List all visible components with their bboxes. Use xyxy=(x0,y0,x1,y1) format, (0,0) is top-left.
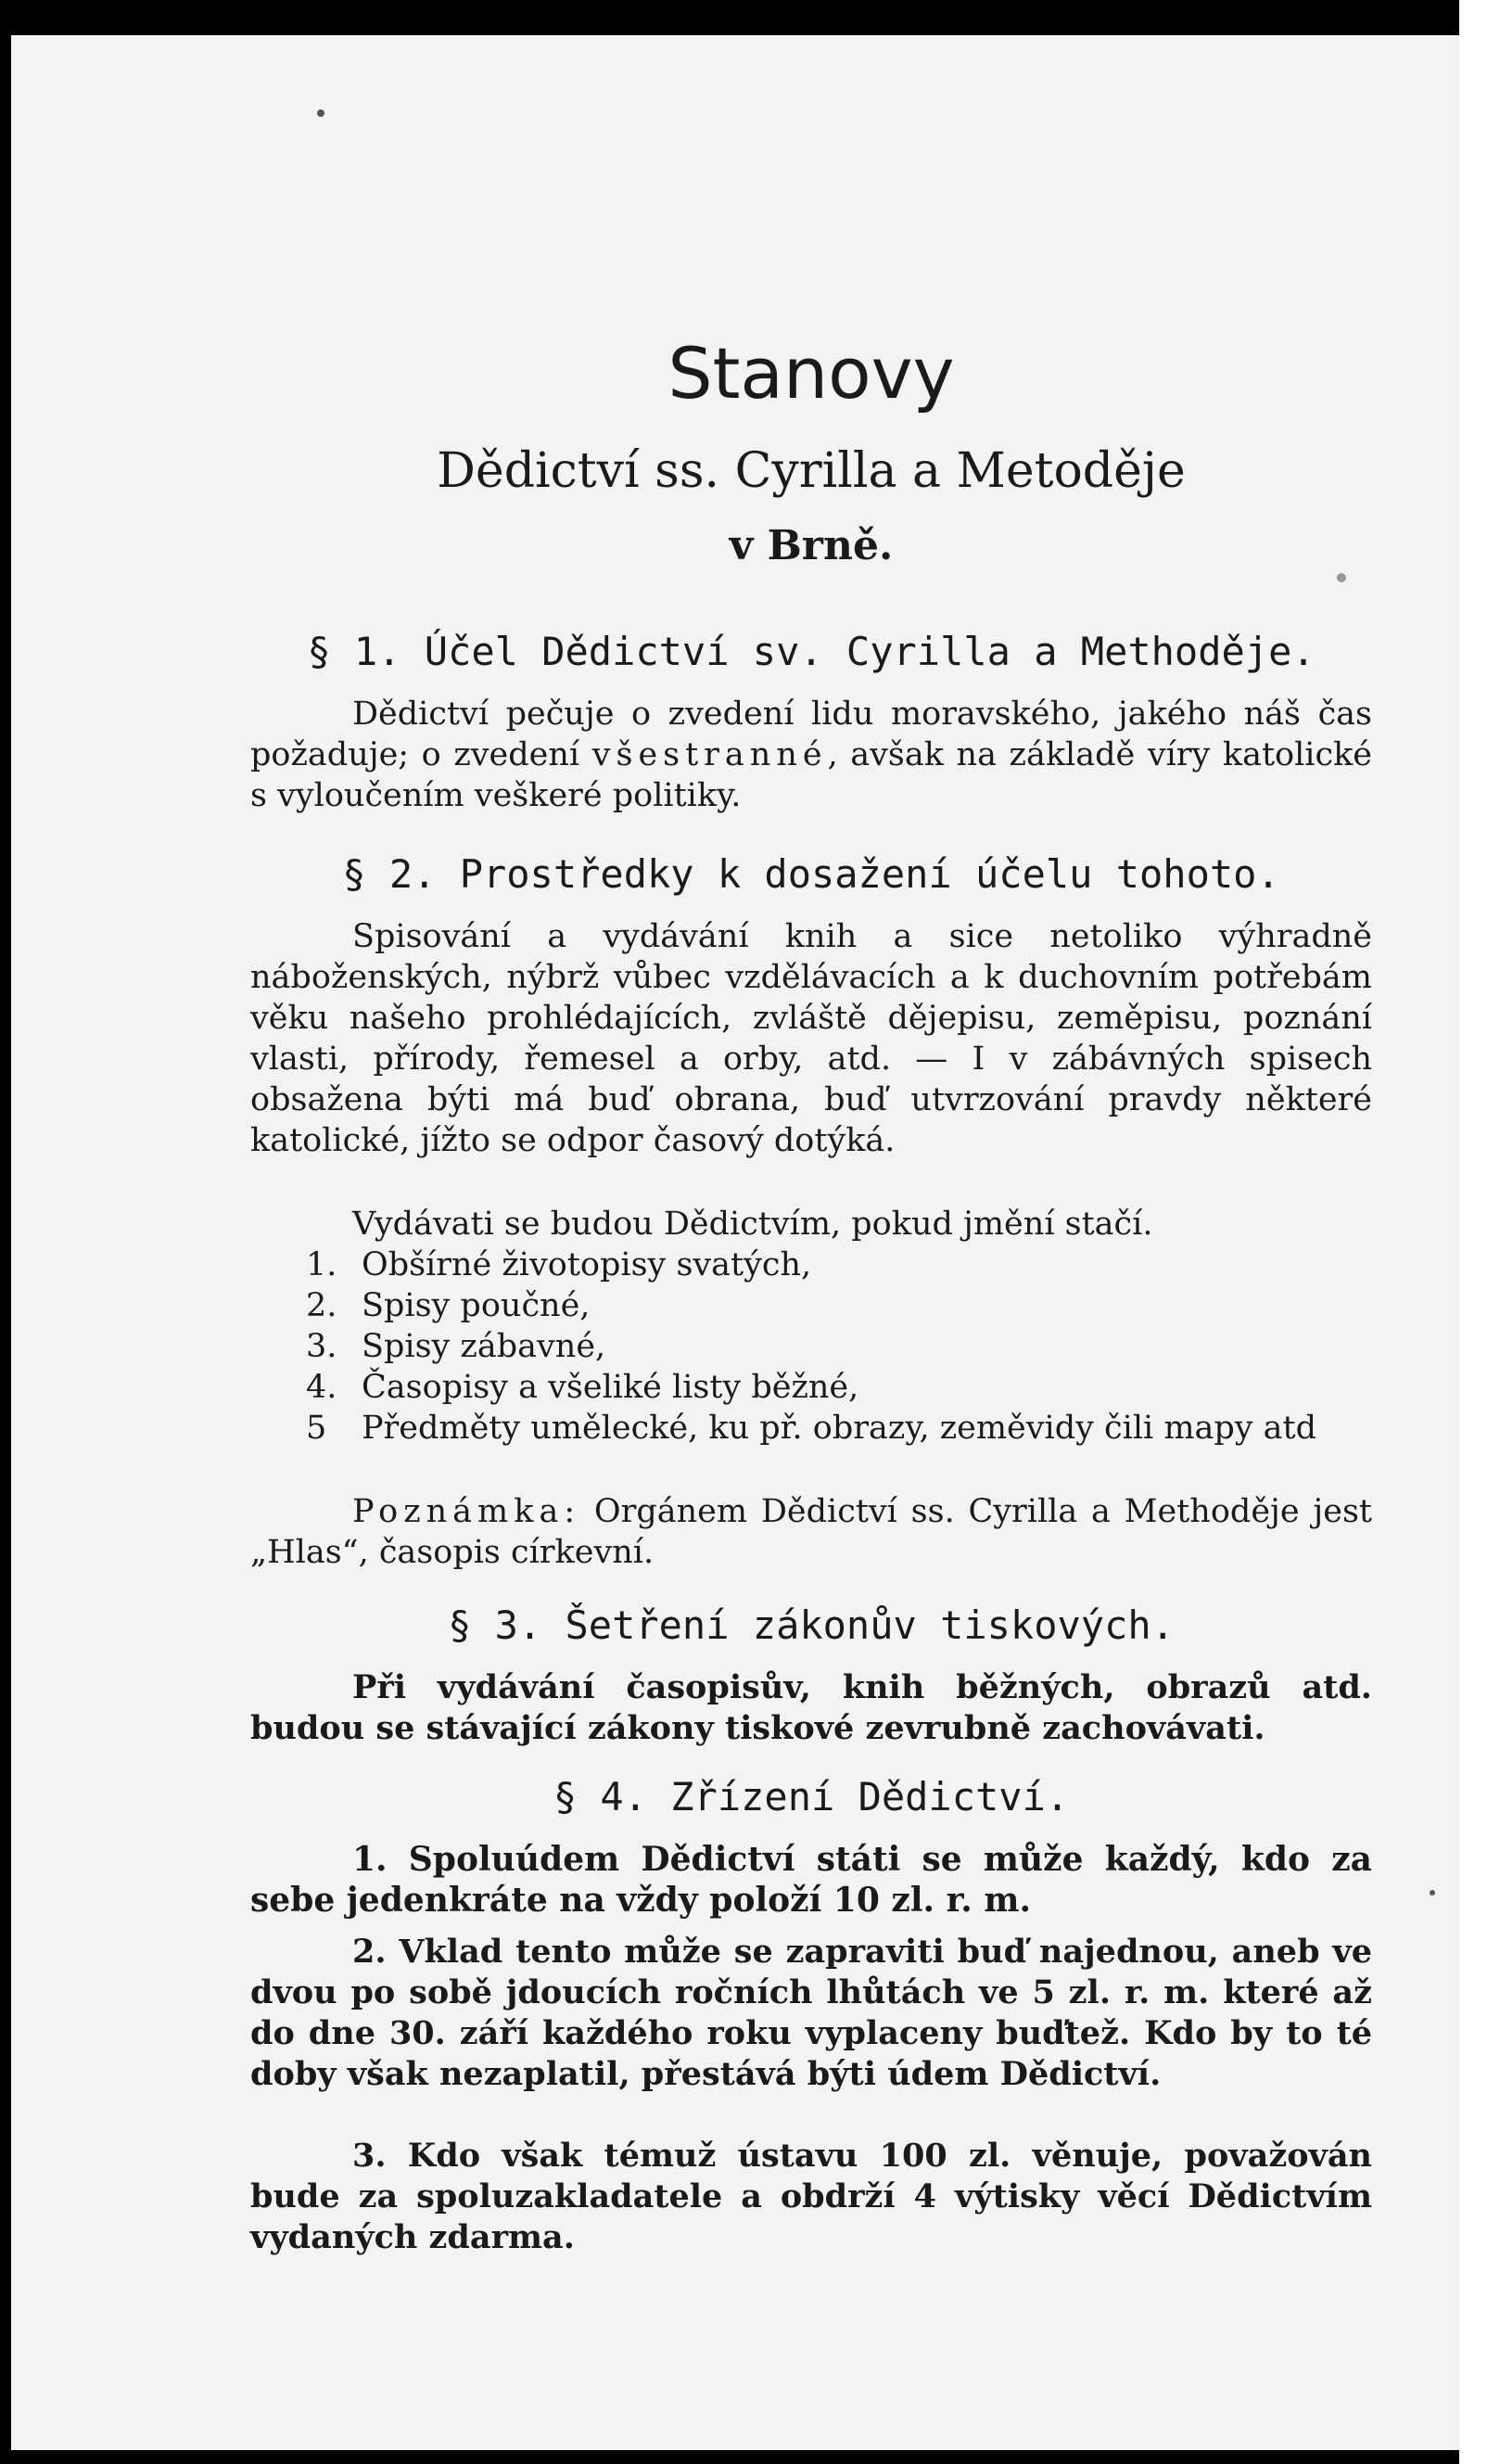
section-4-point-2: 2. Vklad tento může se zapraviti buď najednou, aneb ve dvou po sobě jdoucích ročních lhůtách ve 5 zl. r. m. které až do dne 30. září každého roku vyplaceny buďtež. Kdo by to té doby však nezaplatil, přestává býti údem Dědictví. xyxy=(250,1933,1372,2093)
section-3-text: Při vydávání časopisův, knih běžných, obrazů atd. budou se stávající zákony tiskové zevrubně zachovávati. xyxy=(250,1668,1372,1747)
section-4-heading: § 4. Zřízení Dědictví. xyxy=(553,1774,1070,1819)
section-2-heading: § 2. Prostředky k dosažení účelu tohoto. xyxy=(342,851,1280,897)
page-place: v Brně. xyxy=(729,522,894,569)
list-item: 2. Spisy poučné, xyxy=(306,1287,591,1324)
list-item: 4. Časopisy a všeliké listy běžné, xyxy=(306,1369,859,1406)
page-title: Stanovy xyxy=(667,332,955,415)
page-subtitle: Dědictví ss. Cyrilla a Metoděje xyxy=(437,443,1186,499)
scan-border-top xyxy=(0,0,1500,35)
section-2-text-publish: Vydávati se budou Dědictvím, pokud jmění stačí. xyxy=(352,1206,1153,1243)
scan-speck xyxy=(1430,1890,1435,1896)
section-3-heading: § 3. Šetření zákonův tiskových. xyxy=(448,1602,1175,1648)
section-1-text xyxy=(250,694,1372,816)
section-2-list xyxy=(306,1245,1372,1449)
section-2-note xyxy=(250,1491,1372,1573)
scan-speck xyxy=(1337,573,1346,582)
scan-speck xyxy=(317,109,324,117)
list-item: 5 Předměty umělecké, ku př. obrazy, zeměvidy čili mapy atd xyxy=(306,1410,1317,1447)
document-page xyxy=(11,35,1459,2450)
section-4-point-1: 1. Spoluúdem Dědictví státi se může každý, kdo za sebe jedenkráte na vždy položí 10 zl. r. m. xyxy=(250,1840,1372,1920)
section-1-text-emphasis: všestranné xyxy=(591,736,828,773)
list-item: 1. Obšírné životopisy svatých, xyxy=(306,1246,812,1283)
note-label: Poznámka: xyxy=(352,1493,581,1530)
section-1-heading: § 1. Účel Dědictví sv. Cyrilla a Methoděje. xyxy=(307,629,1316,674)
note-text: Orgánem Dědictví ss. Cyrilla a Methoděje jest „Hlas“, časopis církevní. xyxy=(250,1493,1372,1571)
scan-border-right xyxy=(1459,0,1500,2464)
section-1-text-a: Dědictví pečuje o zvedení lidu moravského, jakého náš čas požaduje; o zvedení xyxy=(250,696,1372,773)
list-item: 3. Spisy zábavné, xyxy=(306,1328,606,1365)
section-1-text-c: , avšak na základě víry katolické s vyloučením veškeré politiky. xyxy=(250,736,1372,814)
section-2-text: Spisování a vydávání knih a sice netoliko výhradně náboženských, nýbrž vůbec vzdělávacích a k duchovním potřebám věku našeho prohlédajících, zvláště dějepisu, zeměpisu, poznání vlasti, přírody, řemesel a orby, atd. — I v zábávných spisech obsažena býti má buď obrana, buď utvrzování pravdy některé katolické, jížto se odpor časový dotýká. xyxy=(250,918,1372,1159)
section-4-point-3: 3. Kdo však témuž ústavu 100 zl. věnuje, považován bude za spoluzakladatele a obdrží 4 výtisky věcí Dědictvím vydaných zdarma. xyxy=(250,2137,1372,2256)
